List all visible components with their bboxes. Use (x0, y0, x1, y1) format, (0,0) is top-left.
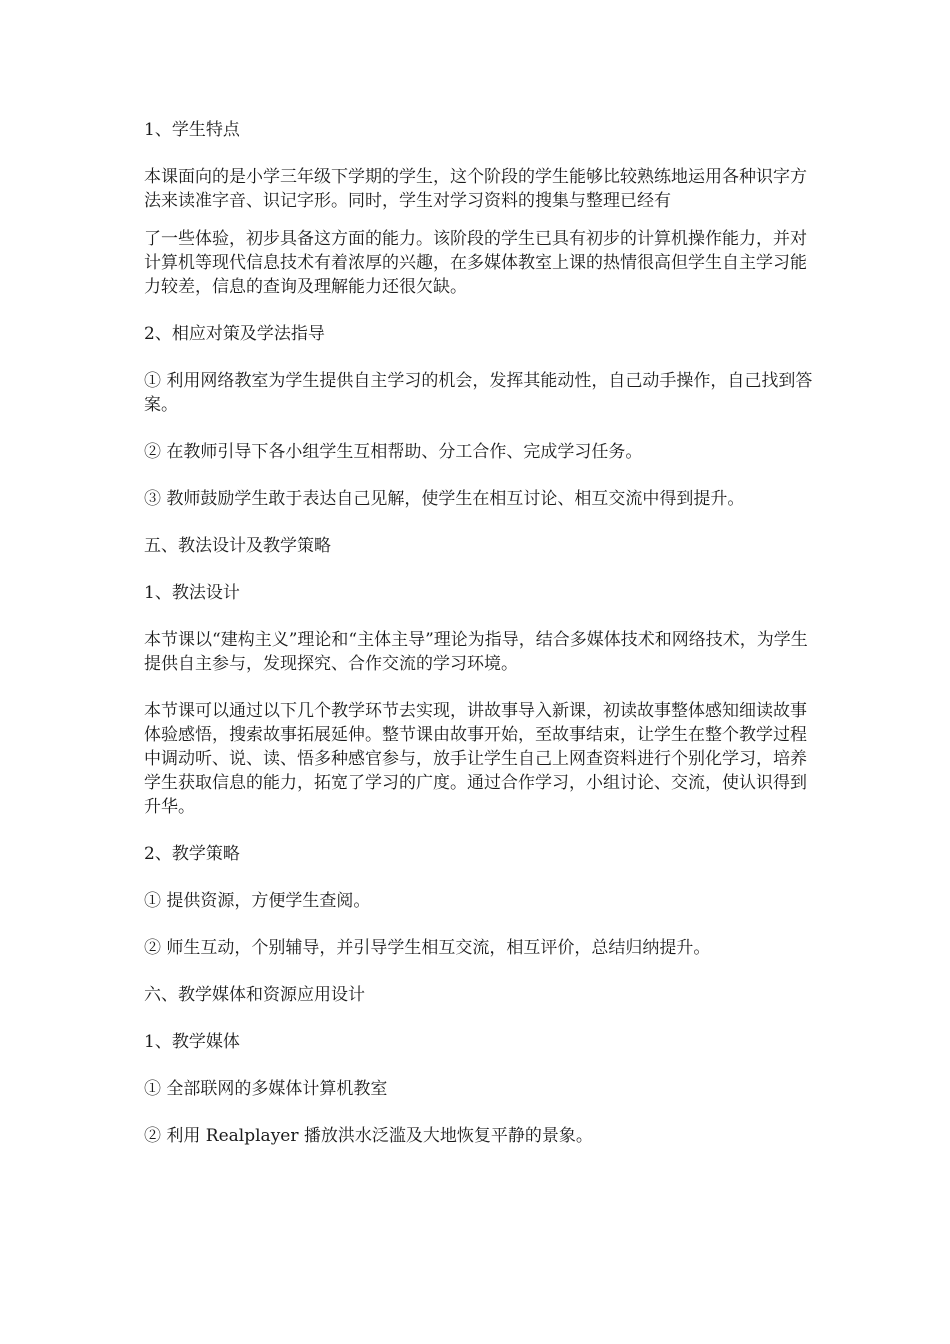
section-heading-media-design: 六、教学媒体和资源应用设计 (144, 985, 365, 1005)
section-heading-teaching-design: 五、教法设计及教学策略 (144, 536, 331, 556)
paragraph-student-traits-1: 本课面向的是小学三年级下学期的学生，这个阶段的学生能够比较熟练地运用各种识字方法来读准字音、识记字形。同时，学生对学习资料的搜集与整理已经有 (144, 167, 807, 211)
paragraph-teaching-method-1: 本节课以“建构主义”理论和“主体主导”理论为指导，结合多媒体技术和网络技术，为学生提供自主参与，发现探究、合作交流的学习环境。 (144, 630, 808, 674)
list-item-teaching-strategy-2: ② 师生互动，个别辅导，并引导学生相互交流，相互评价，总结归纳提升。 (144, 938, 711, 958)
paragraph-student-traits-2: 了一些体验，初步具备这方面的能力。该阶段的学生已具有初步的计算机操作能力，并对计算机等现代信息技术有着浓厚的兴趣，在多媒体教室上课的热情很高但学生自主学习能力较差，信息的查询及理解能力还很欠缺。 (144, 229, 807, 297)
section-heading-strategies: 2、相应对策及学法指导 (144, 324, 325, 344)
subsection-heading-teaching-method: 1、教法设计 (144, 583, 240, 603)
list-item-strategy-3: ③ 教师鼓励学生敢于表达自己见解，使学生在相互讨论、相互交流中得到提升。 (144, 489, 745, 509)
document-body (144, 118, 816, 1171)
list-item-teaching-strategy-1: ① 提供资源，方便学生查阅。 (144, 891, 371, 911)
list-item-strategy-1: ① 利用网络教室为学生提供自主学习的机会，发挥其能动性，自己动手操作，自己找到答案。 (144, 371, 813, 415)
subsection-heading-teaching-strategy: 2、教学策略 (144, 844, 240, 864)
list-item-strategy-2: ② 在教师引导下各小组学生互相帮助、分工合作、完成学习任务。 (144, 442, 643, 462)
list-item-media-1: ① 全部联网的多媒体计算机教室 (144, 1079, 388, 1099)
list-item-media-2: ② 利用 Realplayer 播放洪水泛滥及大地恢复平静的景象。 (144, 1126, 593, 1146)
section-heading-student-traits: 1、学生特点 (144, 120, 240, 140)
subsection-heading-teaching-media: 1、教学媒体 (144, 1032, 240, 1052)
paragraph-teaching-method-2: 本节课可以通过以下几个教学环节去实现，讲故事导入新课，初读故事整体感知细读故事体验感悟，搜索故事拓展延伸。整节课由故事开始，至故事结束，让学生在整个教学过程中调动听、说、读、悟多种感官参与，放手让学生自己上网查资料进行个别化学习，培养学生获取信息的能力，拓宽了学习的广度。通过合作学习，小组讨论、交流，使认识得到升华。 (144, 701, 807, 817)
